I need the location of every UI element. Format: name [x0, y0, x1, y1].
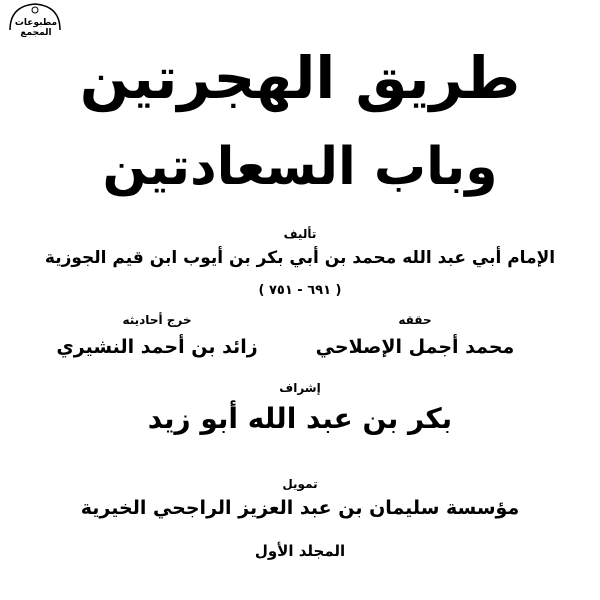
author-label: تأليف — [283, 227, 317, 241]
book-title-line-2: وباب السعادتين — [102, 137, 498, 197]
funder-name: مؤسسة سليمان بن عبد العزيز الراجحي الخيرية — [80, 497, 520, 519]
editor-label: حققه — [398, 313, 432, 327]
supervision-label: إشراف — [279, 381, 321, 395]
book-title-line-1: طريق الهجرتين — [79, 44, 521, 112]
hadith-verifier-label: خرج أحاديثه — [122, 313, 192, 327]
author-dates: ( ٦٩١ - ٧٥١ ) — [258, 283, 342, 298]
editor-block — [310, 312, 520, 362]
author-name: الإمام أبي عبد الله محمد بن أبي بكر بن أيوب ابن قيم الجوزية — [44, 248, 556, 268]
volume-label: المجلد الأول — [254, 542, 346, 560]
hadith-verifier-name: زائد بن أحمد النشيري — [56, 336, 258, 358]
hadith-verifier-block — [52, 312, 262, 362]
supervisor-name: بكر بن عبد الله أبو زيد — [147, 402, 453, 435]
funding-label: تمويل — [282, 477, 318, 491]
editor-name: محمد أجمل الإصلاحي — [315, 336, 515, 358]
series-name: مطبوعات المجمع — [14, 18, 58, 38]
